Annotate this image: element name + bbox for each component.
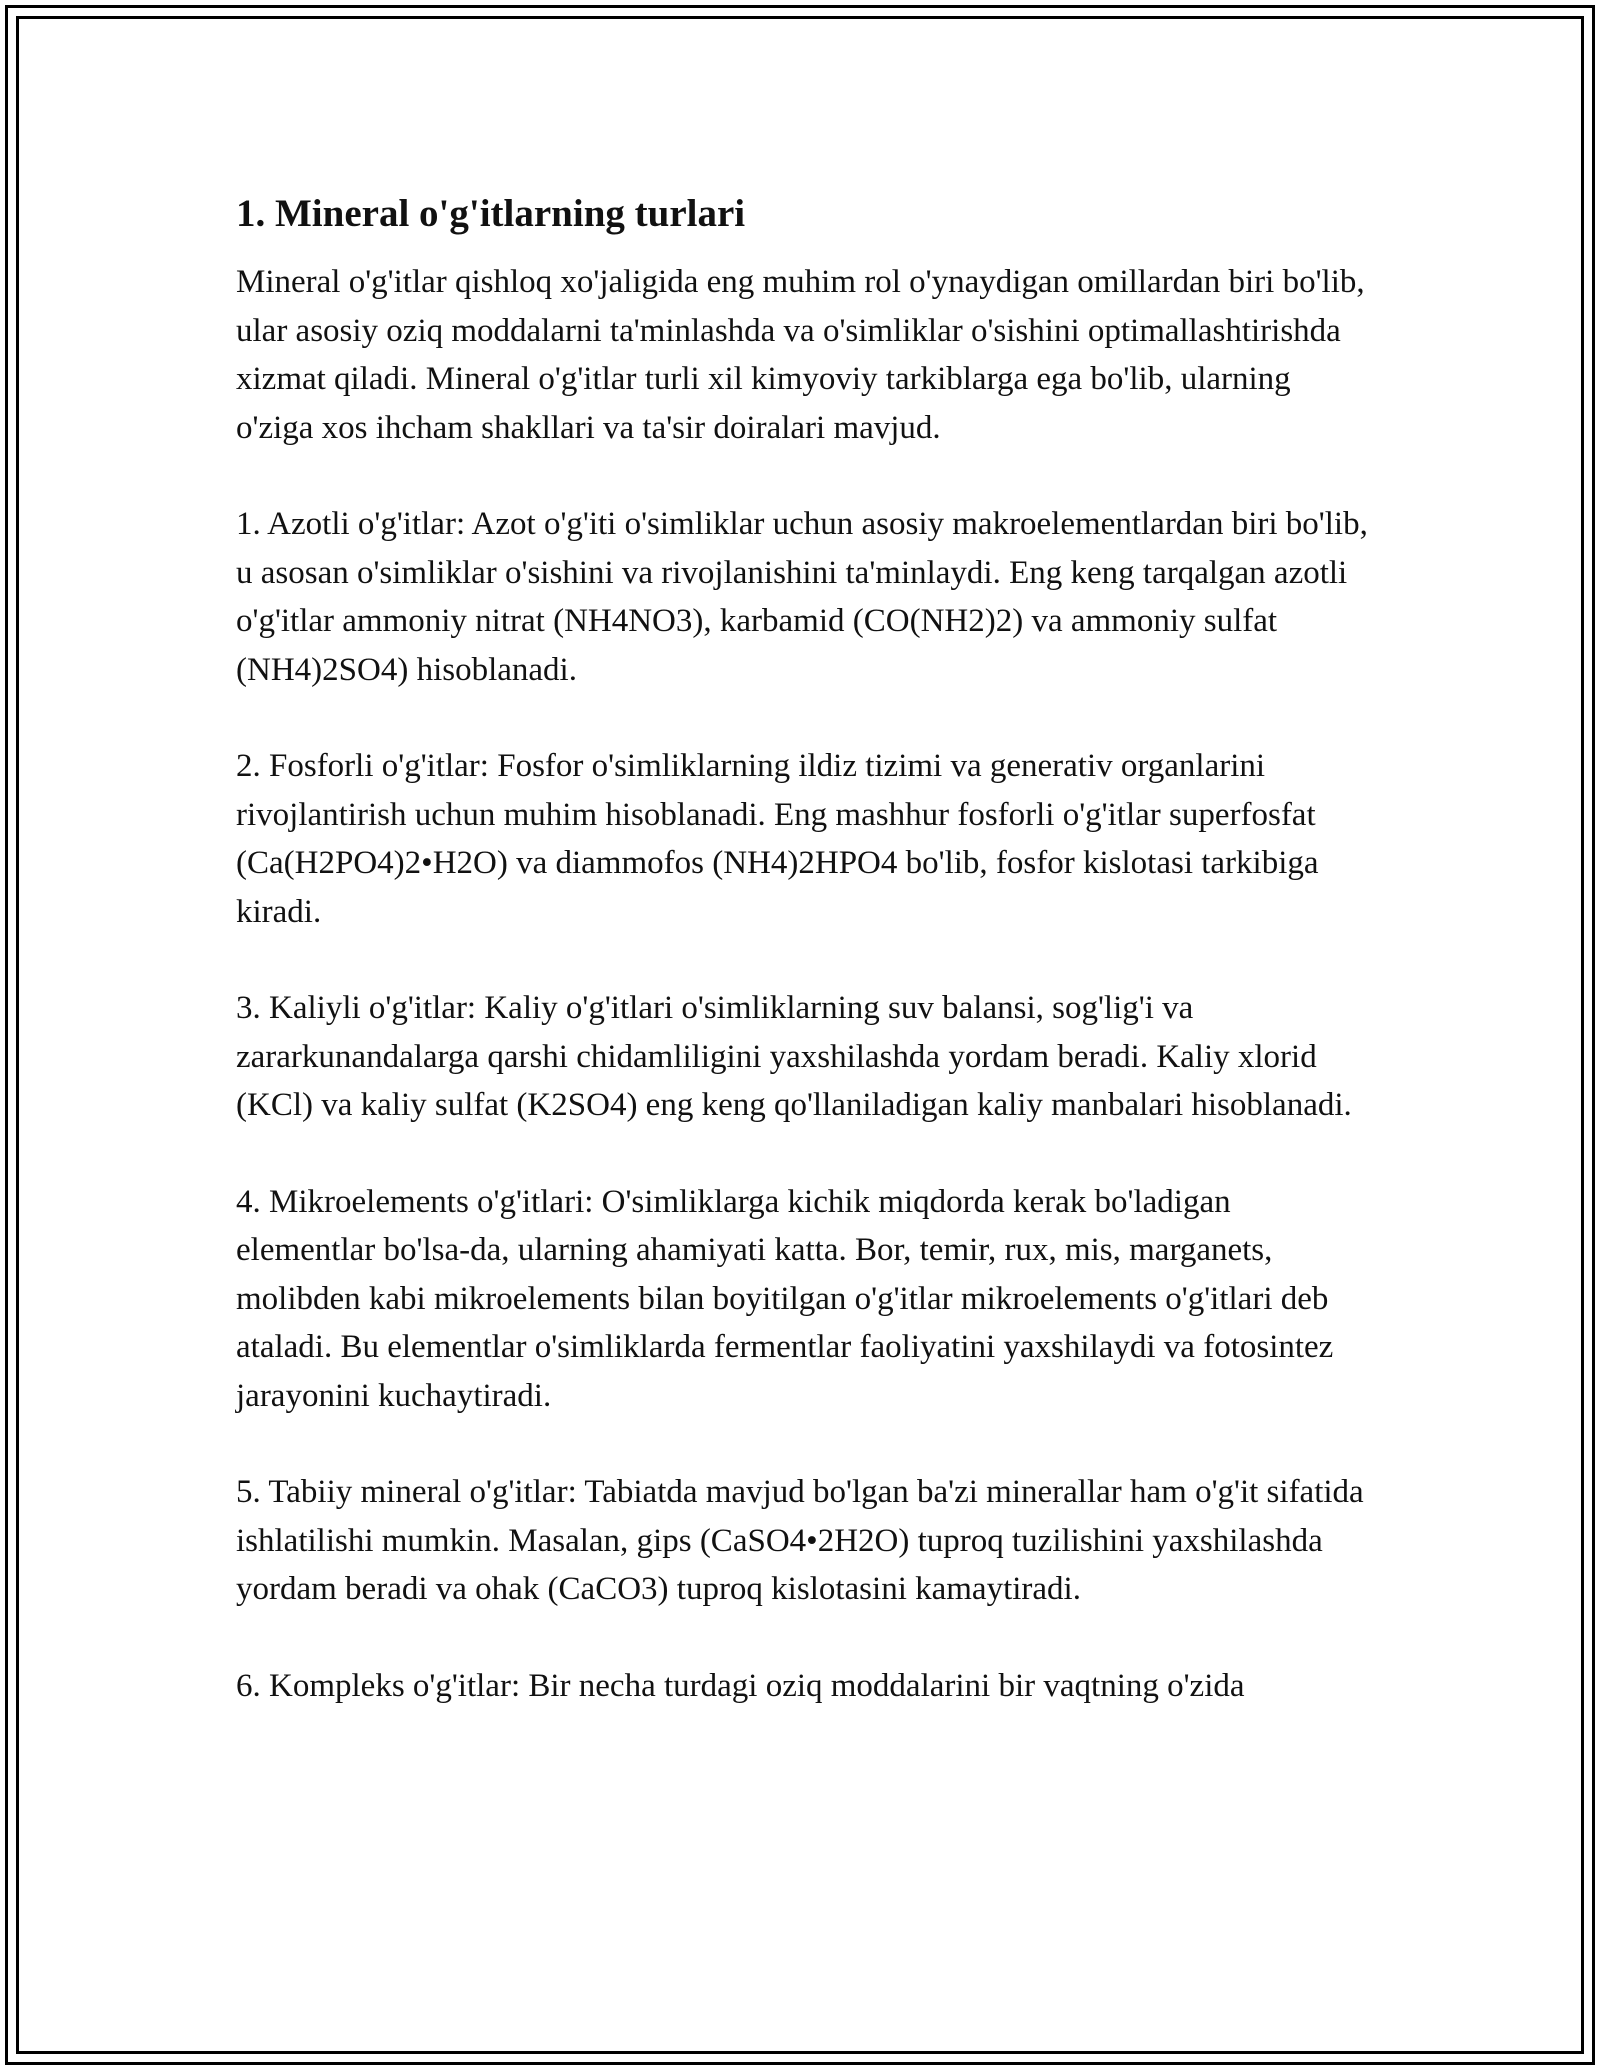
phosphorus-fertilizers-paragraph: 2. Fosforli o'g'itlar: Fosfor o'simliklarning ildiz tizimi va generativ organlarini rivojlantirish uchun muhim hisoblanadi. Eng mashhur fosforli o'g'itlar superfosfat (Ca(H2PO4)2•H2O) va diammofos (NH4)2HPO4 bo'lib, fosfor kislotasi tarkibiga kiradi. xyxy=(236,748,1319,930)
nitrogen-fertilizers-paragraph: 1. Azotli o'g'itlar: Azot o'g'iti o'simliklar uchun asosiy makroelementlardan biri bo'lib, u asosan o'simliklar o'sishini va rivojlanishini ta'minlaydi. Eng keng tarqalgan azotli o'g'itlar ammoniy nitrat (NH4NO3), karbamid (CO(NH2)2) va ammoniy sulfat (NH4)2SO4) hisoblanadi. xyxy=(236,506,1368,688)
document-body xyxy=(236,190,1376,1758)
complex-fertilizers-paragraph: 6. Kompleks o'g'itlar: Bir necha turdagi oziq moddalarini bir vaqtning o'zida xyxy=(236,1667,1245,1704)
section-heading: 1. Mineral o'g'itlarning turlari xyxy=(236,192,746,235)
microelement-fertilizers-paragraph: 4. Mikroelements o'g'itlari: O'simliklarga kichik miqdorda kerak bo'ladigan elementlar bo'lsa-da, ularning ahamiyati katta. Bor, temir, rux, mis, marganets, molibden kabi mikroelements bilan boyitilgan o'g'itlar mikroelements o'g'itlari deb ataladi. Bu elementlar o'simliklarda fermentlar faoliyatini yaxshilaydi va fotosintez jarayonini kuchaytiradi. xyxy=(236,1183,1334,1414)
intro-paragraph: Mineral o'g'itlar qishloq xo'jaligida eng muhim rol o'ynaydigan omillardan biri bo'lib, ular asosiy oziq moddalarni ta'minlashda va o'simliklar o'sishini optimallashtirishda xizmat qiladi. Mineral o'g'itlar turli xil kimyoviy tarkiblarga ega bo'lib, ularning o'ziga xos ihcham shakllari va ta'sir doiralari mavjud. xyxy=(236,264,1365,446)
natural-mineral-fertilizers-paragraph: 5. Tabiiy mineral o'g'itlar: Tabiatda mavjud bo'lgan ba'zi minerallar ham o'g'it sifatida ishlatilishi mumkin. Masalan, gips (CaSO4•2H2O) tuproq tuzilishini yaxshilashda yordam beradi va ohak (CaCO3) tuproq kislotasini kamaytiradi. xyxy=(236,1474,1364,1607)
potassium-fertilizers-paragraph: 3. Kaliyli o'g'itlar: Kaliy o'g'itlari o'simliklarning suv balansi, sog'lig'i va zararkunandalarga qarshi chidamliligini yaxshilashda yordam beradi. Kaliy xlorid (KCl) va kaliy sulfat (K2SO4) eng keng qo'llaniladigan kaliy manbalari hisoblanadi. xyxy=(236,990,1352,1123)
